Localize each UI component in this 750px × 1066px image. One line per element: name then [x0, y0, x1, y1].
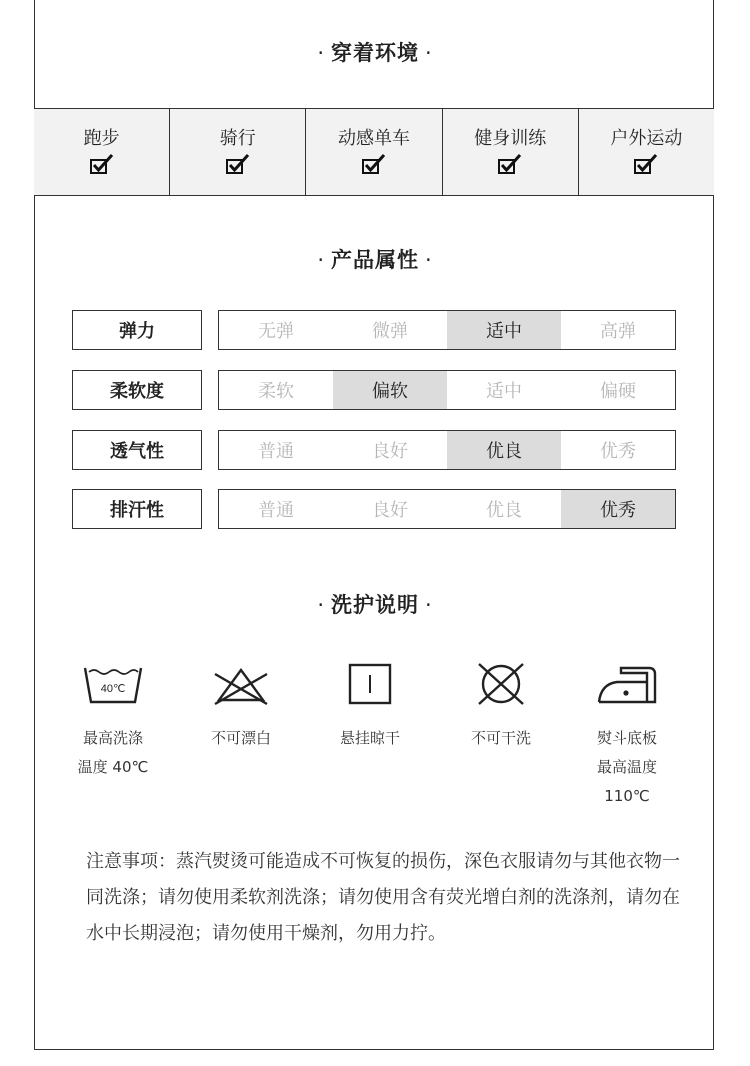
section-title-care: · 洗护说明 · [317, 593, 433, 617]
attributes-title: 产品属性 [331, 248, 419, 272]
attribute-row [72, 430, 676, 470]
wash-temp-label: 40℃ [100, 683, 126, 695]
environment-label: 户外运动 [610, 128, 683, 149]
care-item [305, 662, 435, 753]
care-text-line: 熨斗底板 [596, 729, 657, 747]
attribute-option: 微弹 [372, 321, 408, 342]
attribute-scale [218, 430, 676, 470]
care-text-line: 不可干洗 [470, 729, 531, 747]
attribute-option: 适中 [447, 311, 561, 349]
hang-dry-icon [338, 662, 402, 706]
checkbox-checked-icon [633, 152, 659, 176]
iron-icon [595, 662, 659, 706]
environment-item [169, 109, 305, 195]
no-bleach-icon [209, 662, 273, 706]
attribute-option: 优良 [486, 500, 522, 521]
care-text-line: 悬挂晾干 [339, 729, 400, 747]
attribute-scale [218, 310, 676, 350]
attribute-option: 偏软 [333, 371, 447, 409]
attribute-option: 适中 [486, 381, 522, 402]
care-text-line: 温度 40℃ [77, 758, 149, 776]
attribute-scale [218, 489, 676, 529]
care-text [48, 724, 178, 782]
care-item [176, 662, 306, 753]
environment-label: 动感单车 [338, 128, 410, 149]
care-text-line: 最高洗涤 [82, 729, 143, 747]
attribute-row [72, 370, 676, 410]
environment-item [305, 109, 441, 195]
attribute-option: 偏硬 [600, 381, 636, 402]
care-text-line: 110℃ [604, 787, 650, 805]
no-dry-clean-icon [469, 662, 533, 706]
care-text [176, 724, 306, 753]
attribute-row [72, 310, 676, 350]
section-title-attributes: · 产品属性 · [317, 248, 433, 272]
attribute-name: 弹力 [72, 310, 202, 350]
attribute-option: 柔软 [258, 381, 294, 402]
checkbox-checked-icon [89, 152, 115, 176]
attribute-option: 优秀 [600, 441, 636, 462]
checkbox-checked-icon [497, 152, 523, 176]
environment-item [442, 109, 578, 195]
attribute-option: 优秀 [561, 490, 675, 528]
attribute-option: 良好 [372, 500, 408, 521]
care-item [436, 662, 566, 753]
care-text [562, 724, 692, 811]
care-text-line: 不可漂白 [210, 729, 271, 747]
environment-label: 跑步 [83, 128, 120, 149]
environment-title: 穿着环境 [331, 41, 419, 65]
care-title: 洗护说明 [331, 593, 419, 617]
care-text-line: 最高温度 [596, 758, 657, 776]
attribute-row [72, 489, 676, 529]
care-text [305, 724, 435, 753]
wash-40-icon [81, 662, 145, 706]
care-item [562, 662, 692, 811]
care-notice: 注意事项：蒸汽熨烫可能造成不可恢复的损伤，深色衣服请勿与其他衣物一同洗涤；请勿使用柔软剂洗涤；请勿使用含有荧光增白剂的洗涤剂，请勿在水中长期浸泡；请勿使用干燥剂，勿用力拧。 [86, 851, 680, 944]
attribute-option: 普通 [258, 500, 294, 521]
attribute-option: 无弹 [258, 321, 294, 342]
environment-label: 骑行 [219, 128, 256, 149]
checkbox-checked-icon [361, 152, 387, 176]
attribute-name: 排汗性 [72, 489, 202, 529]
attribute-option: 良好 [372, 441, 408, 462]
environment-row [34, 108, 714, 196]
attribute-option: 高弹 [600, 321, 636, 342]
care-text [436, 724, 566, 753]
attribute-option: 普通 [258, 441, 294, 462]
attribute-option: 优良 [447, 431, 561, 469]
environment-item [34, 109, 169, 195]
attribute-name: 柔软度 [72, 370, 202, 410]
care-item [48, 662, 178, 782]
environment-item [578, 109, 714, 195]
attribute-scale [218, 370, 676, 410]
checkbox-checked-icon [225, 152, 251, 176]
attribute-name: 透气性 [72, 430, 202, 470]
section-title-environment: · 穿着环境 · [317, 41, 433, 65]
environment-label: 健身训练 [474, 128, 547, 149]
